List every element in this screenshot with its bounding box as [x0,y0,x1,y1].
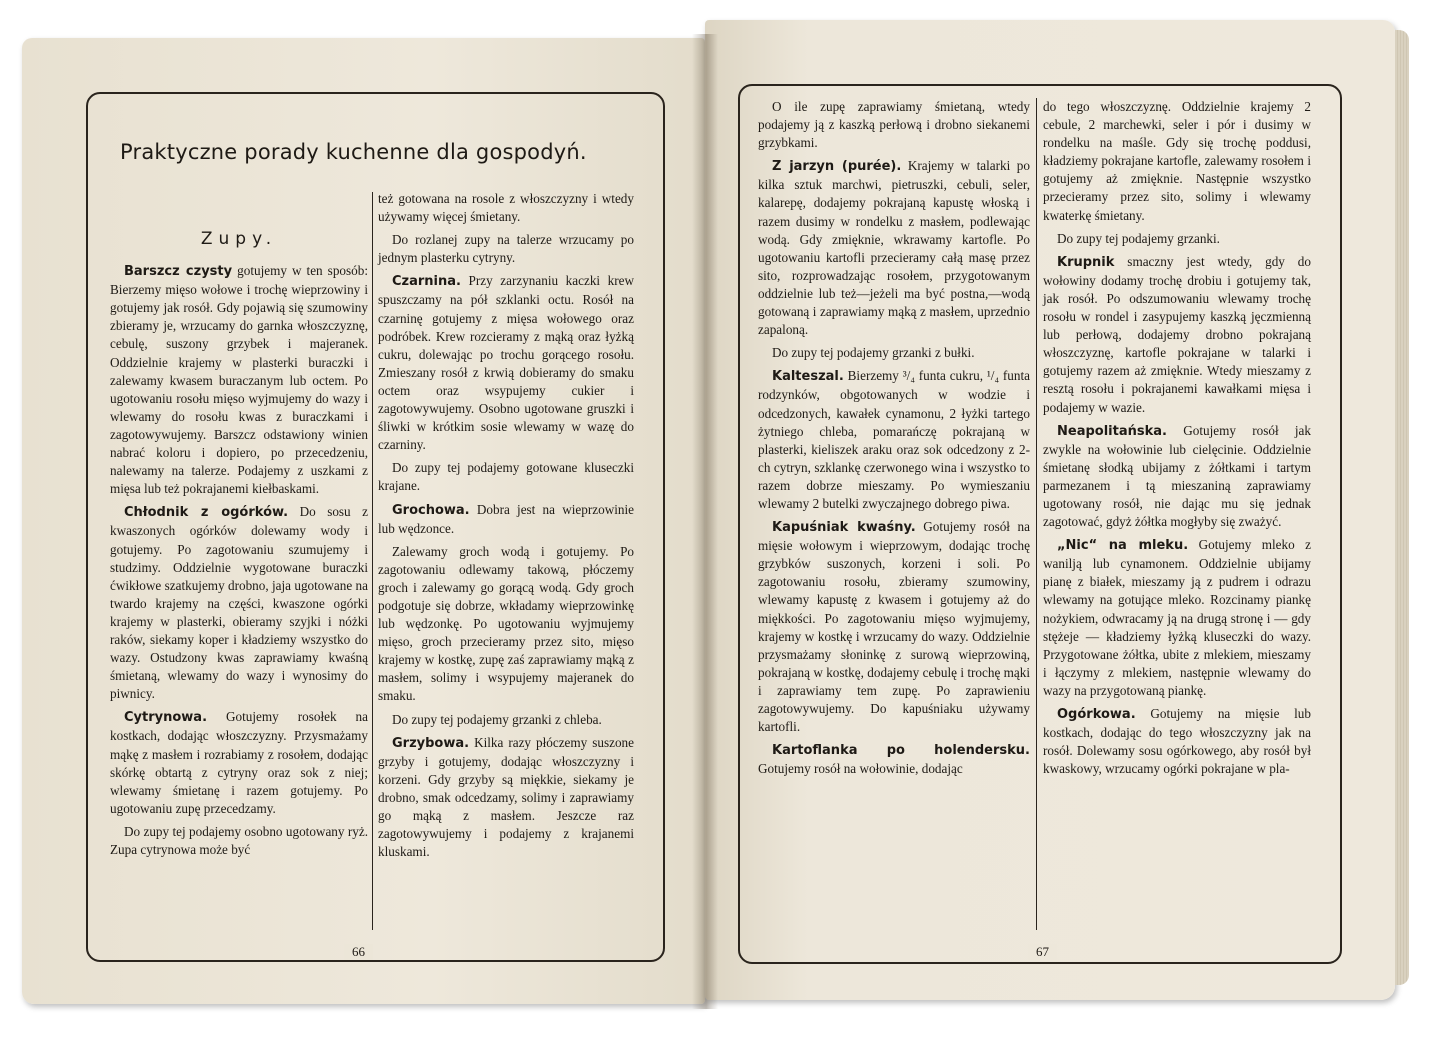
page-title: Praktyczne porady kuchenne dla gospodyń. [120,140,587,164]
recipe-text: Krajemy w talarki po kilka sztuk marchwi, pietruszki, cebuli, seler, kalarepę, dodajemy pokrajaną kapustę włoską i razem dusimy w rondelku z masłem, podlewając wodą. Gdy zmięknie, wkrawamy kartofle. Po ugotowaniu kartofli przecieramy całą masę przez sito, rozprowadzając rosołem, przygotowanym oddzielnie lub też—jeżeli ma być postna,—wodą gotowaną i zaprawiamy mąką z masłem, uprzednio zapaloną. [758,158,1030,338]
recipe-paragraph [758,344,1030,362]
book-gutter [692,34,718,1009]
recipe-text: Do zupy tej podajemy grzanki. [1057,230,1220,246]
column-divider-left [372,192,373,930]
recipe-text: smaczny jest wtedy, gdy do wołowiny dodamy trochę drobiu i gotujemy tak, jak rosół. Po odszumowaniu wlewamy trochę rosołu w rondel i zasypujemy kaszką jęczmienną lub perłową, dodajemy drobno pokrajaną włoszczyznę, kartofle pokrajane w talarki i gotujemy razem aż zmięknie. Wtedy mieszamy z resztą rosołu i pokrajanemi kawałkami mięsa i podajemy w wazie. [1043,253,1311,415]
recipe-heading: Krupnik [1057,254,1115,270]
recipe-text: Do zupy tej podajemy osobno ugotowany ryż. Zupa cytrynowa może być [110,823,368,857]
recipe-paragraph [110,503,368,703]
recipe-text: Dobra jest na wieprzowinie lub wędzonce. [378,501,634,536]
recipe-paragraph [378,734,634,862]
recipe-text: Gotujemy mleko z wanilją lub cynamonem. Oddzielnie ubijamy pianę z białek, mieszamy ją z pudrem i odrazu wlewamy na gotujące mleko. Rozcinamy piankę nożykiem, odwracamy ją na drugą stronę i — gdy stężeje — kładziemy łyżką kluseczki do wazy. Przygotowane żółtka, ubite z mlekiem, mieszamy i łączymy z mlekiem, następnie wlewamy do wazy na przygotowaną piankę. [1043,537,1311,698]
recipe-heading: Neapolitańska. [1057,423,1167,439]
left-column-1 [110,226,368,864]
recipe-paragraph [1043,230,1311,248]
recipe-text: Kilka razy płóczemy suszone grzyby i gotujemy, dodając włoszczyzny i korzeni. Gdy grzyby są miękkie, siekamy je drobno, smak odcedzamy, solimy i zaprawiamy go mąką z masłem. Jeszcze raz zagotowywujemy i podajemy z krajanemi kluskami. [378,734,634,860]
recipe-paragraph [1043,253,1311,417]
recipe-heading: Barszcz czysty [124,264,233,280]
right-column-1 [758,98,1030,783]
recipe-text: gotujemy w ten sposób: Bierzemy mięso wołowe i trochę wieprzowiny i gotujemy jak rosół. Gdy pojawią się szumowiny zbieramy je, wrzucamy do garnka włoszczyznę, cebulę, suszony grzybek i majeranek. Oddzielnie krajemy w plasterki buraczki i zalewamy kwasem buraczanym lub octem. Po ugotowaniu rosołu mięso wyjmujemy do wazy i wlewamy do rosołu kwas z buraczkami i zagotowywujemy. Barszcz odstawiony winien nabrać koloru i dopiero, po przecedzeniu, nalewamy na talerze. Podajemy z uszkami z mięsa lub też pokrajanemi kiełbaskami. [110,263,368,497]
recipe-paragraph [378,711,634,729]
recipe-text: Do sosu z kwaszonych ogórków dolewamy wody i gotujemy. Po zagotowaniu szumujemy i studzimy. Oddzielnie wygotowane buraczki ćwikłowe szatkujemy drobno, jaja ugotowane na twardo krajemy na części, kwaszone ogórki krajemy w plasterki, obieramy szyjki i nóżki raków, siekamy koper i kładziemy wszystko do wazy. Ostudzony kwas zaprawiamy kwaśną śmietaną, wlewamy do wazy i wynosimy do piwnicy. [110,504,368,702]
recipe-paragraph [378,543,634,706]
recipe-heading: Chłodnik z ogórków. [124,505,289,521]
recipe-paragraph [1043,705,1311,778]
recipe-text: Gotujemy rosół jak zwykle na wołowinie lub cielęcinie. Oddzielnie śmietanę słodką ubijamy z żółtkami i tartym parmezanem i tą mieszaniną zaprawiamy ugotowany rosół, nie dając mu się jednak zagotować, gdyż żółtka mogłyby się zważyć. [1043,422,1311,530]
recipe-paragraph [110,262,368,498]
recipe-text: Do zupy tej podajemy gotowane kluseczki krajane. [378,460,634,494]
recipe-paragraph [758,157,1030,339]
recipe-heading: Ogórkowa. [1057,707,1136,722]
recipe-paragraph [758,741,1030,778]
recipe-text: Do zupy tej podajemy grzanki z bułki. [772,345,975,361]
recipe-paragraph [1043,98,1311,225]
left-column-2 [378,190,634,866]
recipe-text: Bierzemy ³/₄ funta cukru, ¹/₄ funta rodzynków, obgotowanych w wodzie i odcedzonych, kawałek cynamonu, 2 łyżki tartego żytniego chleba, pomarańczę pokrajaną w plasterki, kieliszek araku oraz sok odcedzony z 2-ch cytryn, szklankę czerwonego wina i wszystko to razem dobrze mieszamy. Po wymieszaniu wlewamy 2 butelki zwyczajnego dobrego piwa. [758,368,1030,511]
recipe-paragraph [110,823,368,859]
recipe-text: Do zupy tej podajemy grzanki z chleba. [392,711,602,727]
recipe-text: Gotujemy rosołek na kostkach, dodając włoszczyzny. Przysmażamy mąkę z masłem i rozrabiamy z rosołem, dodając skórkę obtartą z cytryny oraz sok z niej; wlewamy śmietanę i razem gotujemy. Po ugotowaniu zupę przecedzamy. [110,709,368,816]
recipe-text: O ile zupę zaprawiamy śmietaną, wtedy podajemy ją z kaszką perłową i drobno siekanemi grzybkami. [758,99,1030,151]
page-stack-edge [1395,30,1409,985]
recipe-heading: Cytrynowa. [124,710,208,726]
recipe-paragraph [1043,536,1311,700]
recipe-heading: Kapuśniak kwaśny. [772,520,916,536]
recipe-text: Przy zarzynaniu kaczki krew spuszczamy na pół szklanki octu. Rosół na czarninę gotujemy z mięsa wołowego oraz podróbek. Krew rozcieramy z mąką oraz łyżką cukru, dolewając po trochu gorącego rosołu. Zmieszany rosół z krwią dobieramy do smaku octem oraz wsypujemy cukier i zagotowywujemy. Osobno ugotowane gruszki i śliwki w krótkim sosie wlewamy w wazę do czarniny. [378,273,634,453]
recipe-text: też gotowana na rosole z włoszczyzny i wtedy używamy więcej śmietany. [378,191,634,225]
recipe-text: Gotujemy rosół na wołowinie, dodając [758,761,963,777]
column-divider-right [1036,98,1037,930]
recipe-paragraph [1043,422,1311,532]
recipe-text: Zalewamy groch wodą i gotujemy. Po zagotowaniu odlewamy takową, płóczemy groch i zalewamy go gorącą wodą. Gdy groch podgotuje się dobrze, wkładamy wieprzowinkę lub wędzonkę. Po ugotowaniu wyjmujemy mięso, groch przecieramy przez sito, mięso krajemy w kostkę, zupę zaś zaprawiamy mąką z masłem, solimy i wsypujemy majeranek do smaku. [378,543,634,704]
recipe-paragraph [378,501,634,538]
recipe-paragraph [758,98,1030,152]
section-heading: Zupy. [200,229,278,249]
recipe-heading: Kartoflanka po holendersku. [772,743,1030,759]
right-column-2 [1043,98,1311,783]
recipe-heading: Kalteszal. [772,369,844,385]
recipe-paragraph [378,231,634,267]
recipe-text: Gotujemy na mięsie lub kostkach, dodając do tego włoszczyzny jak na rosół. Dolewamy sosu ogórkowego, aby rosół był kwaskowy, wrzucamy ogórki pokrajane w pla- [1043,706,1311,777]
page-number-left: 66 [344,944,373,960]
recipe-paragraph [110,708,368,818]
recipe-text: Gotujemy rosół na mięsie wołowym i wieprzowym, dodając trochę grzybków suszonych, korzeni i soli. Po zagotowaniu rosołu, zbieramy szumowiny, wlewamy kapustę z kwasem i gotujemy aż do miękkości. Po zagotowaniu mięso wyjmujemy, krajemy w kostkę i wrzucamy do wazy. Oddzielnie przysmażamy słoninkę z surową wieprzowiną, pokrajaną w kostkę, dodajemy cebulę i trochę mąki i zaprawiamy tem zupę. Po zaprawieniu zagotowywujemy. Do kapuśniaku używamy kartofli. [758,519,1030,735]
recipe-heading: Czarnina. [392,274,461,290]
recipe-paragraph [378,459,634,495]
recipe-text: do tego włoszczyznę. Oddzielnie krajemy 2 cebule, 2 marchewki, seler i pór i dusimy w rondelku na maśle. Gdy się trochę poddusi, kładziemy pokrajane kartofle, zalewamy rosołem i gotujemy aż zmięknie. Następnie wszystko przecieramy przez sito, solimy i wlewamy kwaterkę śmietany. [1043,99,1311,223]
recipe-heading: Grochowa. [392,502,470,518]
recipe-paragraph [758,367,1030,513]
recipe-paragraph [378,272,634,454]
recipe-paragraph [378,190,634,226]
recipe-heading: „Nic“ na mleku. [1057,538,1189,554]
page-number-right: 67 [1028,944,1057,960]
recipe-paragraph [758,518,1030,736]
recipe-text: Do rozlanej zupy na talerze wrzucamy po jednym plasterku cytryny. [378,232,634,266]
recipe-heading: Grzybowa. [392,735,470,751]
recipe-heading: Z jarzyn (purée). [772,159,902,175]
